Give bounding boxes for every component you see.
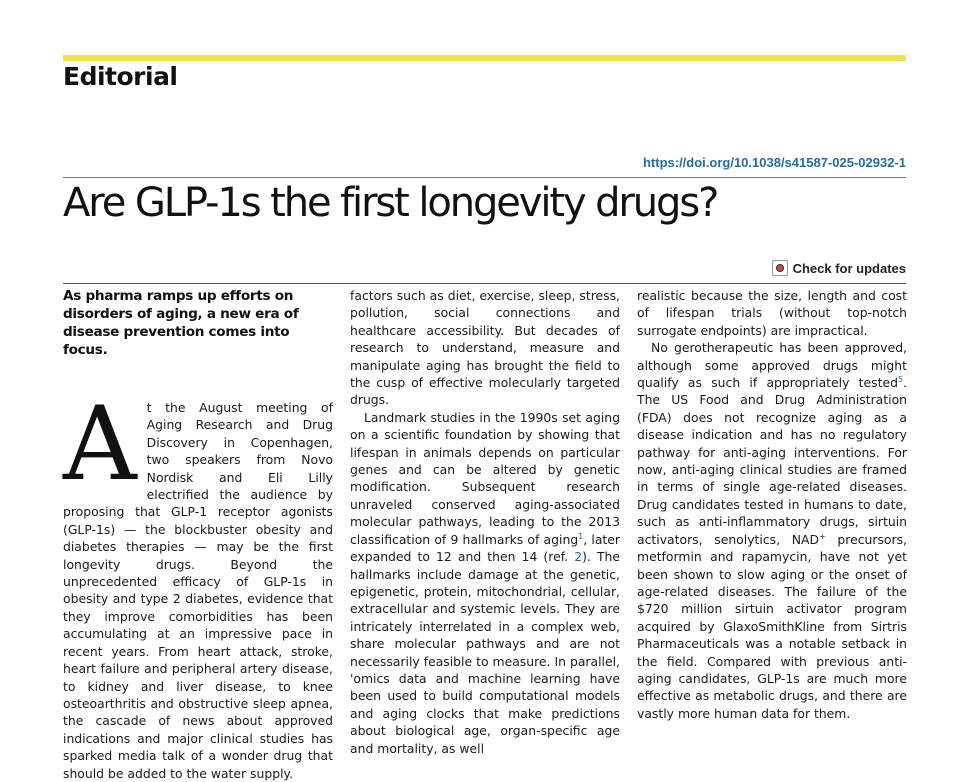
title-rule <box>63 283 906 284</box>
body-paragraph: factors such as diet, exercise, sleep, stress, pollution, social connections and healthcare accessibility. But decades of research to understand, measure and manipulate aging has brought the field to the cusp of effective molecularly targeted drugs. <box>350 288 620 408</box>
standfirst: As pharma ramps up efforts on disorders of aging, a new era of disease prevention comes into focus. <box>63 288 299 358</box>
body-paragraph <box>63 385 333 782</box>
accent-bar <box>63 55 906 61</box>
drop-cap: A <box>63 385 137 504</box>
column-3 <box>637 287 907 722</box>
superscript-plus: + <box>819 531 826 541</box>
paragraph-text: precursors, metformin and rapamycin, have not yet been shown to slow aging or the onset of age-related diseases. The failure of the $720 million sirtuin activator program acquired by GlaxoSmithKline from Sirtris Pharmaceuticals was a notable setback in the field. Compared with previous anti-aging candidates, GLP-1s are much more effective as metabolic drugs, and there are vastly more human data for them. <box>637 531 907 721</box>
doi-link[interactable]: https://doi.org/10.1038/s41587-025-02932-1 <box>642 155 906 170</box>
paragraph-text: . The US Food and Drug Administration (FDA) does not recognize aging as a disease indication and has no regulatory pathway for anti-aging interventions. For now, anti-aging clinical studies are framed in terms of single age-related diseases. Drug candidates tested in humans to date, such as anti-inflammatory drugs, sirtuin activators, senolytics, NAD <box>637 375 907 547</box>
body-paragraph <box>350 409 620 757</box>
paragraph-text: t the August meeting of Aging Research and Drug Discovery in Copenhagen, two speakers from Novo Nordisk and Eli Lilly electrified the audience by proposing that GLP-1 receptor agonists (GLP-1s) — the blockbuster obesity and diabetes therapies — may be the first longevity drugs. Beyond the unprecedented efficacy of GLP-1s in obesity and type 2 diabetes, evidence that they improve comorbidities has been accumulating at an impressive pace in recent years. From heart attack, stroke, heart failure and peripheral artery disease, to kidney and liver disease, to knee osteoarthritis and obstructive sleep apnea, the cascade of news about approved indications and major clinical studies has sparked media talk of a wonder drug that should be added to the water supply. <box>63 400 333 781</box>
paragraph-text: Landmark studies in the 1990s set aging on a scientific foundation by showing that lifespan in animals depends on particular genes and can be altered by genetic modification. Subsequent research unraveled conserved aging-associated molecular pathways, leading to the 2013 classification of 9 hallmarks of aging <box>350 409 620 547</box>
header-rule <box>63 177 906 178</box>
body-paragraph <box>637 339 907 722</box>
column-1 <box>63 287 333 782</box>
reference-link-1[interactable]: 1 <box>578 531 584 541</box>
check-for-updates-button[interactable] <box>772 260 906 276</box>
section-label: Editorial <box>63 62 178 91</box>
check-updates-label: Check for updates <box>792 260 906 276</box>
reference-link-5[interactable]: 5 <box>897 374 904 384</box>
paragraph-text: , later expanded to 12 and then 14 (ref. <box>350 531 620 565</box>
column-2 <box>350 287 620 757</box>
reference-link-2[interactable]: 2 <box>574 549 583 565</box>
body-paragraph: realistic because the size, length and cost of lifespan trials (without top-notch surrogate endpoints) are impractical. <box>637 288 907 338</box>
paragraph-text: No gerotherapeutic has been approved, although some approved drugs might qualify as such if appropriately tested <box>637 340 907 391</box>
article-title: Are GLP-1s the first longevity drugs? <box>63 180 718 226</box>
paragraph-text: ). The hallmarks include damage at the genetic, epigenetic, protein, mitochondrial, cellular, extracellular and systemic levels. They are intricately interrelated in a complex web, share molecular pathways and are not necessarily feasible to measure. In parallel, 'omics data and machine learning have been used to build computational models and aging clocks that make predictions about biological age, organ-specific age and mortality, as well <box>350 549 621 756</box>
check-updates-icon <box>772 260 788 276</box>
